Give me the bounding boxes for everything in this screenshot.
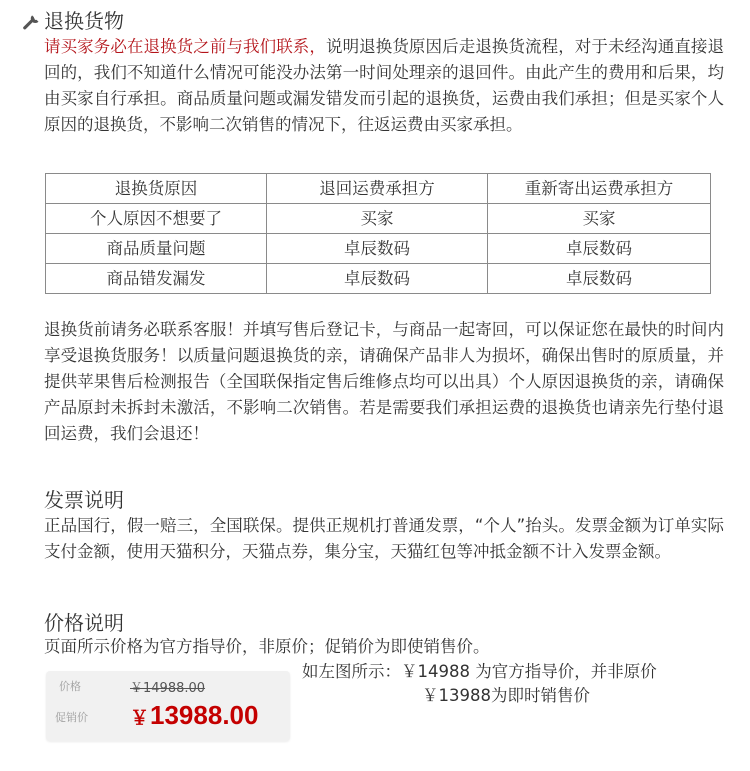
table-cell: 买家 bbox=[267, 204, 488, 234]
invoice-section-title: 发票说明 bbox=[44, 488, 124, 512]
return-notice-paragraph: 退换货前请务必联系客服！并填写售后登记卡，与商品一起寄回，可以保证您在最快的时间内享受退换货服务！以质量问题退换货的亲，请确保产品非人为损坏，确保出售时的原质量，并提供苹果售后检测报告（全国联保指定售后维修点均可以出具）个人原因退换货的亲，请确保产品原封未拆封未激活，不影响二次销售。若是需要我们承担运费的退换货也请亲先行垫付退回运费，我们会退还！ bbox=[44, 320, 724, 443]
table-row bbox=[46, 234, 711, 264]
table-cell: 个人原因不想要了 bbox=[46, 204, 267, 234]
return-policy-paragraph bbox=[44, 34, 724, 138]
table-cell: 卓辰数码 bbox=[488, 264, 711, 294]
table-cell: 商品质量问题 bbox=[46, 234, 267, 264]
list-price-value: ￥14988.00 bbox=[130, 681, 206, 696]
table-header-cell: 退回运费承担方 bbox=[267, 174, 488, 204]
promo-price-value: 13988.00 bbox=[150, 700, 259, 730]
table-header-cell: 重新寄出运费承担方 bbox=[488, 174, 711, 204]
list-price-label: 价格 bbox=[59, 680, 81, 693]
contact-first-highlight: 请买家务必在退换货之前与我们联系， bbox=[44, 37, 326, 56]
price-sample-image bbox=[46, 671, 290, 741]
invoice-paragraph: 正品国行，假一赔三，全国联保。提供正规机打普通发票，“个人”抬头。发票金额为订单实际支付金额，使用天猫积分，天猫点券，集分宝，天猫红包等冲抵金额不计入发票金额。 bbox=[44, 516, 724, 561]
table-cell: 商品错发漏发 bbox=[46, 264, 267, 294]
wrench-icon bbox=[22, 10, 44, 32]
price-note-line-1: 如左图所示：￥14988 为官方指导价，并非原价 bbox=[302, 662, 657, 681]
table-cell: 卓辰数码 bbox=[267, 264, 488, 294]
table-row bbox=[46, 264, 711, 294]
table-row bbox=[46, 204, 711, 234]
return-policy-text: 说明退换货原因后走退换货流程，对于未经沟通直接退回的，我们不知道什么情况可能没办法第一时间处理亲的退回件。由此产生的费用和后果，均由买家自行承担。商品质量问题或漏发错发而引起的退换货，运费由我们承担；但是买家个人原因的退换货，不影响二次销售的情况下，往返运费由买家承担。 bbox=[44, 37, 725, 134]
promo-price-label: 促销价 bbox=[55, 711, 88, 724]
price-paragraph: 页面所示价格为官方指导价，非原价；促销价为即使销售价。 bbox=[44, 637, 490, 656]
promo-price bbox=[130, 697, 258, 737]
return-cost-table bbox=[45, 173, 711, 294]
table-cell: 卓辰数码 bbox=[267, 234, 488, 264]
price-note-line-2: ￥13988为即时销售价 bbox=[422, 686, 590, 705]
table-header-cell: 退换货原因 bbox=[46, 174, 267, 204]
table-cell: 买家 bbox=[488, 204, 711, 234]
currency-symbol: ￥ bbox=[130, 708, 150, 729]
return-section-title: 退换货物 bbox=[44, 9, 124, 33]
table-cell: 卓辰数码 bbox=[488, 234, 711, 264]
table-header-row bbox=[46, 174, 711, 204]
price-section-title: 价格说明 bbox=[44, 611, 124, 635]
